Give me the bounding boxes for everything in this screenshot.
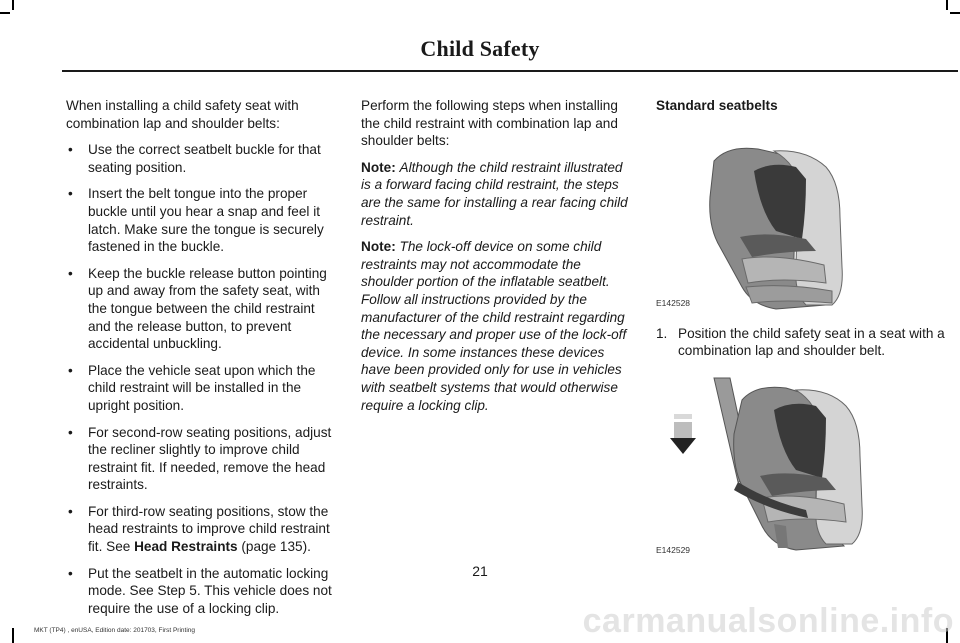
- bullet-icon: •: [68, 565, 73, 581]
- figure-child-seat-belt: [656, 370, 888, 560]
- note-text: Although the child restraint illustrated is a forward facing child restraint, the steps are the same for installing a rear facing child restraint.: [361, 159, 628, 228]
- watermark: carmanualsonline.info: [582, 602, 954, 640]
- list-item: • Insert the belt tongue into the proper buckle until you hear a snap and feel it latch. Make sure the tongue is securely fastened in the buckle.: [68, 186, 324, 255]
- bullet-icon: •: [68, 424, 73, 440]
- note-label: Note:: [361, 239, 396, 255]
- header-rule: [62, 70, 958, 72]
- crop-mark: [946, 0, 948, 10]
- child-seat-illustration: [656, 127, 888, 313]
- note-text: The lock-off device on some child restraints may not accommodate the shoulder portion of the inflatable seatbelt. Follow all instructions provided by the manufacturer of the child restraint regarding the necessary and proper use of the lock-off device. In some instances these devices have been provided only for use in vehicles with seatbelt systems that would otherwise require a locking clip.: [361, 239, 627, 413]
- intro-text: Perform the following steps when installing the child restraint with combination lap and shoulder belts:: [361, 98, 618, 149]
- crop-mark: [950, 12, 960, 14]
- figure-id: E142529: [656, 545, 691, 556]
- bullet-icon: •: [68, 362, 73, 378]
- note-label: Note:: [361, 159, 396, 175]
- list-item: • Keep the buckle release button pointing up and away from the safety seat, with the tongue between the child restraint and the release button, to prevent accidental unbuckling.: [68, 265, 327, 352]
- bullet-icon: •: [68, 142, 73, 158]
- crop-mark: [12, 0, 14, 10]
- list-item: • Put the seatbelt in the automatic locking mode. See Step 5. This vehicle does not require the use of a locking clip.: [68, 565, 332, 616]
- figure-id: E142528: [656, 298, 691, 308]
- bullet-icon: •: [68, 265, 73, 281]
- child-seat-belt-illustration: [656, 370, 888, 560]
- footer-edition: MKT (TP4) , enUSA, Edition date: 201703, First Printing: [34, 627, 196, 634]
- list-item: • For third-row seating positions, stow the head restraints to improve child restraint fit. See Head Restraints (page 135).: [68, 503, 330, 555]
- crop-mark: [12, 628, 14, 643]
- arrow-down-icon: [670, 438, 696, 454]
- list-item: • Use the correct seatbelt buckle for that seating position.: [68, 142, 321, 175]
- intro-text: When installing a child safety seat with combination lap and shoulder belts:: [66, 98, 299, 131]
- page-title: Child Safety: [420, 36, 540, 61]
- note: [361, 238, 633, 414]
- column-3: [656, 97, 948, 560]
- column-2: [361, 97, 633, 423]
- cross-reference-link[interactable]: Head Restraints: [134, 539, 238, 555]
- bullet-list: [66, 141, 338, 617]
- bullet-icon: •: [68, 503, 73, 519]
- note: [361, 159, 633, 229]
- section-heading: Standard seatbelts: [656, 98, 778, 113]
- column-1: [66, 97, 338, 626]
- step-list: [656, 325, 948, 360]
- page-number: 21: [472, 563, 488, 579]
- arrow-tail: [674, 422, 692, 438]
- list-item: 1. Position the child safety seat in a seat with a combination lap and shoulder belt.: [656, 325, 945, 359]
- crop-mark: [0, 12, 10, 14]
- list-item: • Place the vehicle seat upon which the child restraint will be installed in the upright position.: [68, 362, 316, 413]
- list-item: • For second-row seating positions, adjust the recliner slightly to improve child restraint fit. If needed, remove the head restraints.: [68, 424, 332, 493]
- figure-child-seat: [656, 127, 888, 313]
- step-number: 1.: [656, 325, 668, 341]
- bullet-icon: •: [68, 186, 73, 202]
